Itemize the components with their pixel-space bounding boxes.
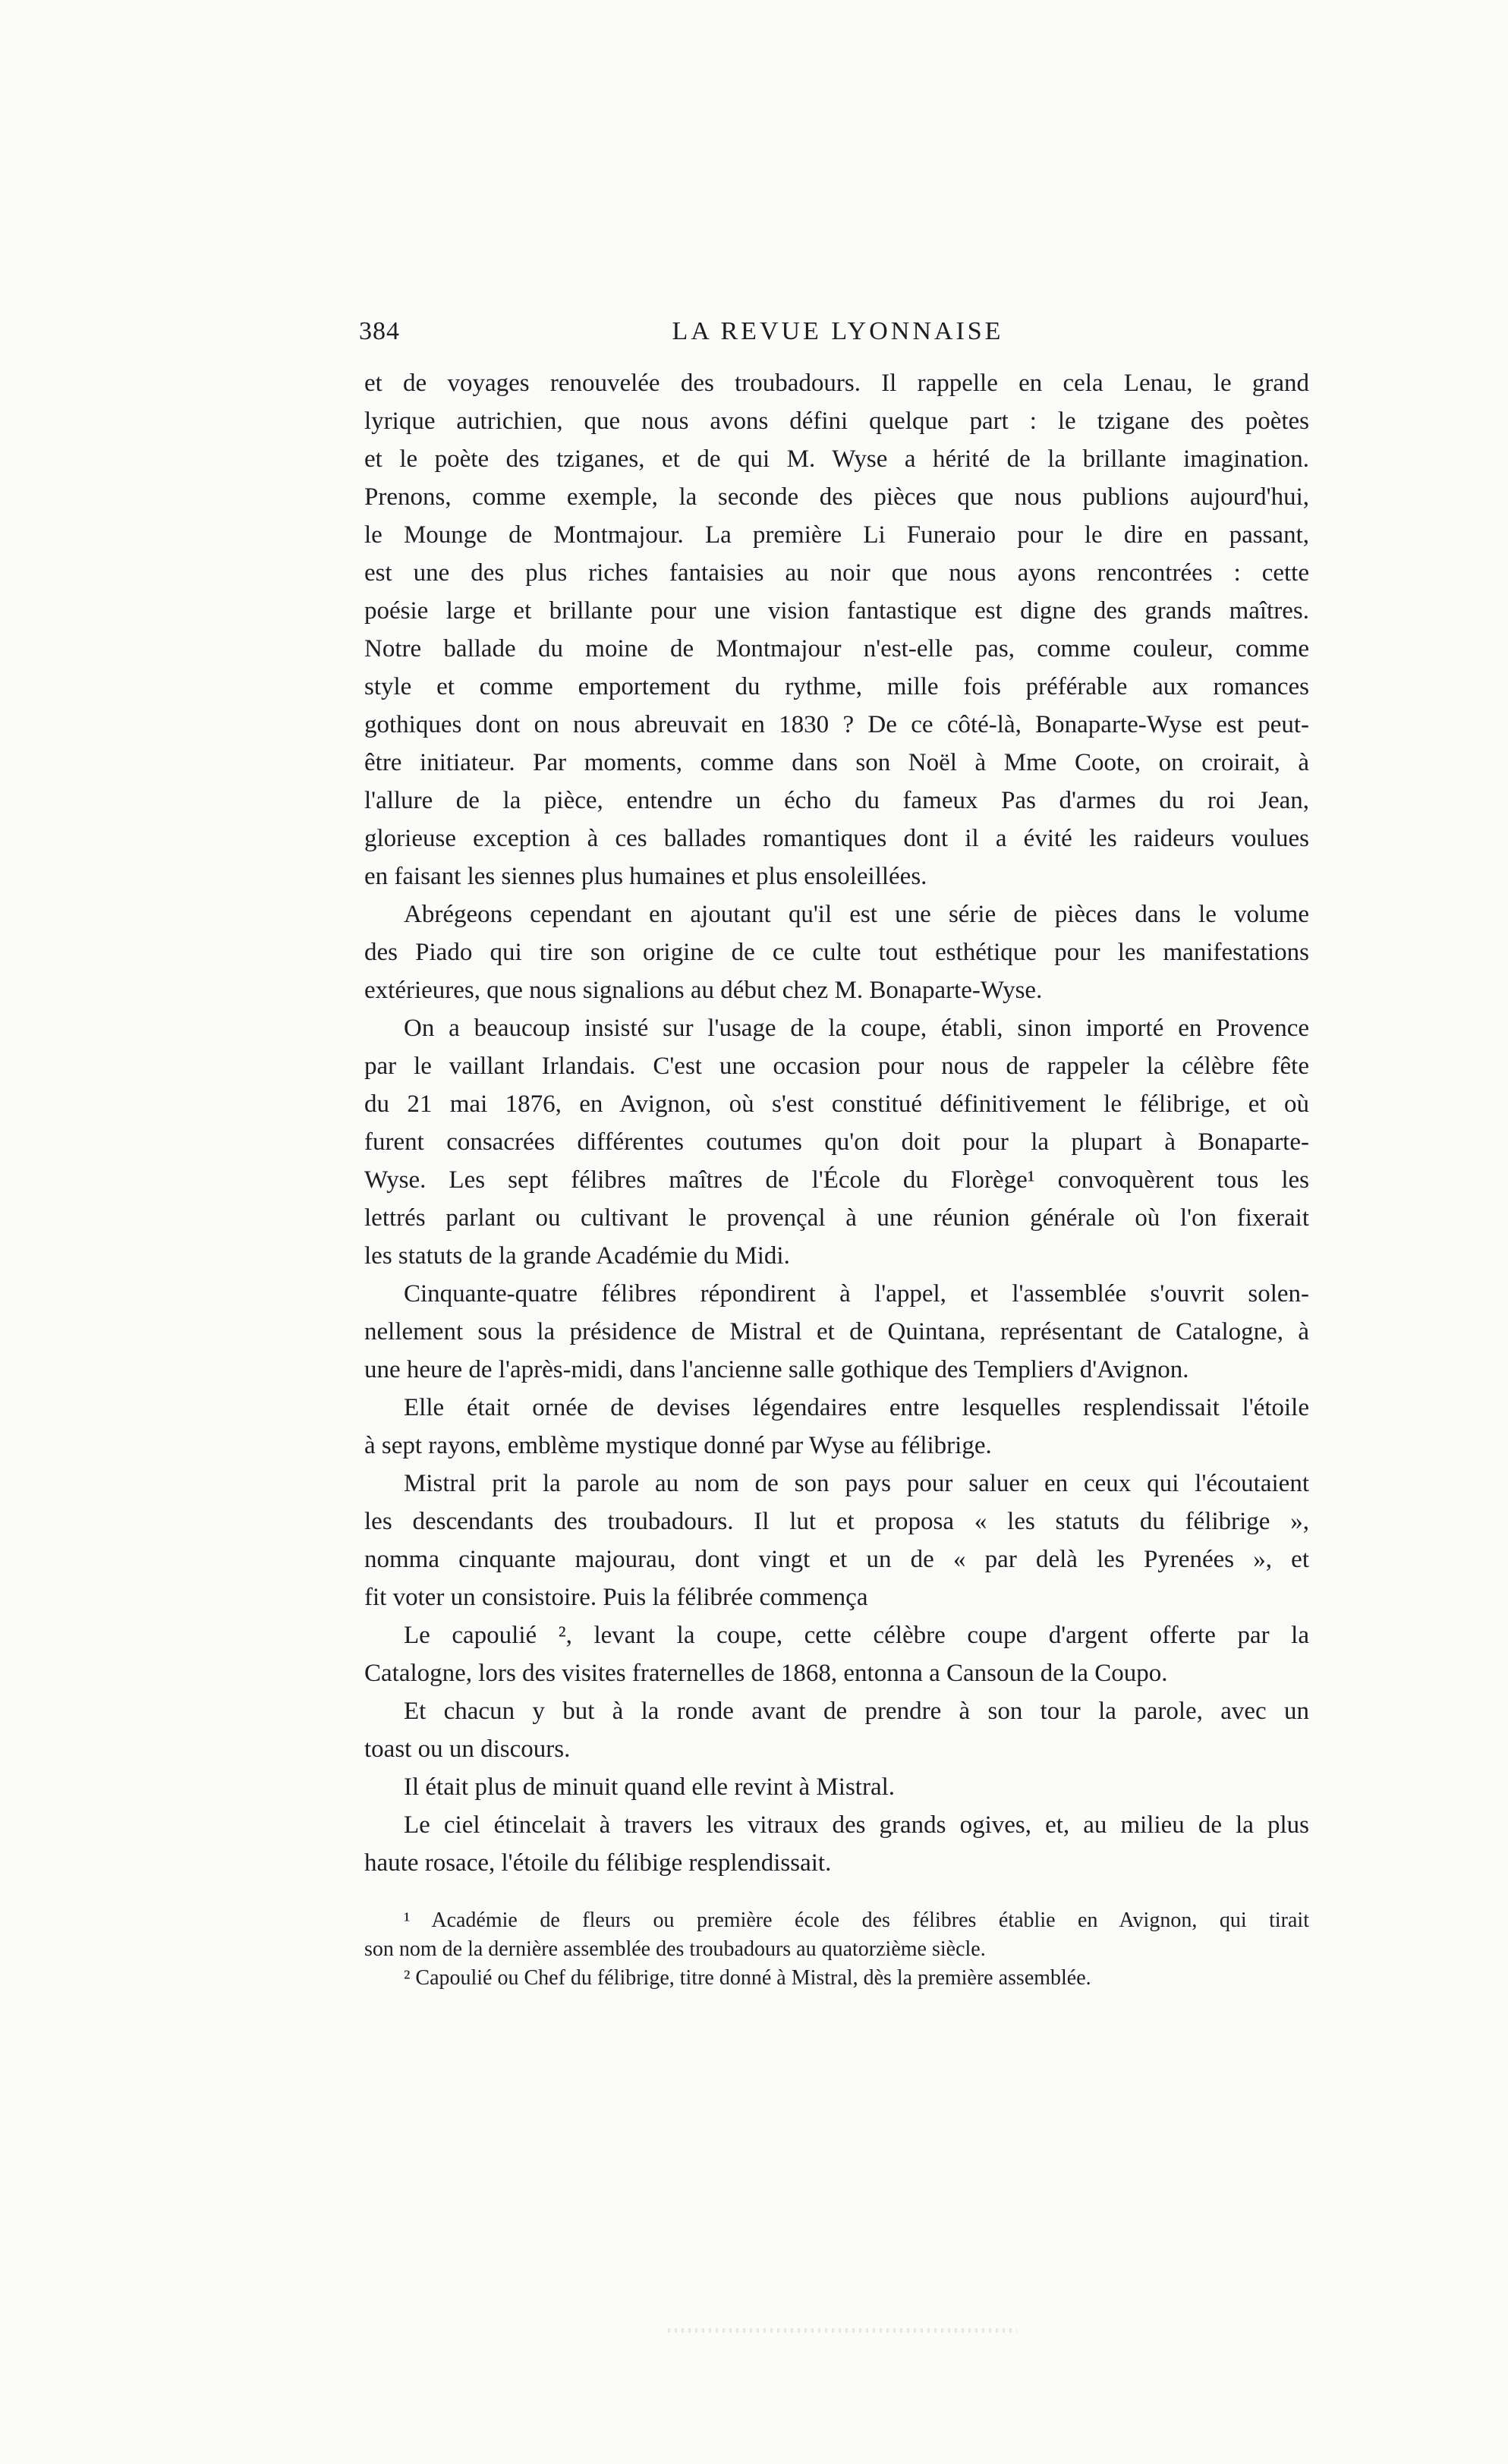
text-line: Elle était ornée de devises légendaires entre lesquelles resplendissait l'étoile [404, 1394, 1309, 1421]
page-header [359, 317, 1317, 355]
text-line: Le capoulié ², levant la coupe, cette célèbre coupe d'argent offerte par la [404, 1622, 1309, 1649]
text-line: et le poète des tziganes, et de qui M. Wyse a hérité de la brillante imagination. [364, 445, 1309, 473]
text-line: Le ciel étincelait à travers les vitraux des grands ogives, et, au milieu de la plus [404, 1811, 1309, 1839]
text-line: toast ou un discours. [364, 1735, 571, 1763]
text-line: et de voyages renouvelée des troubadours. Il rappelle en cela Lenau, le grand [364, 370, 1309, 397]
text-line: est une des plus riches fantaisies au noir que nous ayons rencontrées : cette [364, 559, 1309, 587]
text-line: Et chacun y but à la ronde avant de prendre à son tour la parole, avec un [404, 1698, 1309, 1725]
text-line: glorieuse exception à ces ballades romantiques dont il a évité les raideurs voulues [364, 825, 1309, 852]
text-line: par le vaillant Irlandais. C'est une occasion pour nous de rappeler la célèbre fête [364, 1053, 1309, 1080]
text-line: les statuts de la grande Académie du Midi. [364, 1242, 790, 1270]
footnote-line: son nom de la dernière assemblée des troubadours au quatorzième siècle. [364, 1937, 986, 1961]
text-line: poésie large et brillante pour une vision fantastique est digne des grands maîtres. [364, 597, 1309, 625]
text-line: les descendants des troubadours. Il lut et proposa « les statuts du félibrige », [364, 1508, 1309, 1535]
text-line: Mistral prit la parole au nom de son pays pour saluer en ceux qui l'écoutaient [404, 1470, 1309, 1497]
text-line: nomma cinquante majourau, dont vingt et un de « par delà les Pyrenées », et [364, 1546, 1309, 1573]
text-line: furent consacrées différentes coutumes qu'on doit pour la plupart à Bonaparte- [364, 1128, 1309, 1156]
text-line: du 21 mai 1876, en Avignon, où s'est constitué définitivement le félibrige, et où [364, 1090, 1309, 1118]
text-line: des Piado qui tire son origine de ce culte tout esthétique pour les manifestations [364, 939, 1309, 966]
text-line: en faisant les siennes plus humaines et plus ensoleillées. [364, 863, 927, 890]
text-line: lettrés parlant ou cultivant le provençal à une réunion générale où l'on fixerait [364, 1204, 1309, 1232]
footnote-line: ¹ Académie de fleurs ou première école des félibres établie en Avignon, qui tirait [404, 1909, 1309, 1932]
text-line: le Mounge de Montmajour. La première Li Funeraio pour le dire en passant, [364, 521, 1309, 549]
body-text [364, 364, 1309, 1882]
print-smudge [668, 2328, 1017, 2333]
text-line: On a beaucoup insisté sur l'usage de la coupe, établi, sinon importé en Provence [404, 1015, 1309, 1042]
text-line: à sept rayons, emblème mystique donné par Wyse au félibrige. [364, 1432, 992, 1459]
text-line: Wyse. Les sept félibres maîtres de l'École du Florège¹ convoquèrent tous les [364, 1166, 1309, 1194]
text-line: style et comme emportement du rythme, mille fois préférable aux romances [364, 673, 1309, 700]
text-line: extérieures, que nous signalions au début chez M. Bonaparte-Wyse. [364, 977, 1043, 1004]
page-number: 384 [359, 317, 400, 345]
text-line: Prenons, comme exemple, la seconde des pièces que nous publions aujourd'hui, [364, 483, 1309, 511]
text-line: Il était plus de minuit quand elle revint à Mistral. [404, 1773, 896, 1801]
text-line: fit voter un consistoire. Puis la félibrée commença [364, 1584, 868, 1611]
text-line: être initiateur. Par moments, comme dans son Noël à Mme Coote, on croirait, à [364, 749, 1309, 776]
text-line: l'allure de la pièce, entendre un écho du fameux Pas d'armes du roi Jean, [364, 787, 1309, 814]
running-head: LA REVUE LYONNAISE [672, 317, 1004, 345]
text-line: nellement sous la présidence de Mistral et de Quintana, représentant de Catalogne, à [364, 1318, 1309, 1345]
text-line: Catalogne, lors des visites fraternelles de 1868, entonna a Cansoun de la Coupo. [364, 1660, 1168, 1687]
text-line: Cinquante-quatre félibres répondirent à l'appel, et l'assemblée s'ouvrit solen- [404, 1280, 1309, 1308]
footnotes [364, 1906, 1309, 1993]
text-line: haute rosace, l'étoile du félibige resplendissait. [364, 1849, 832, 1877]
text-line: Notre ballade du moine de Montmajour n'est-elle pas, comme couleur, comme [364, 635, 1309, 662]
text-line: lyrique autrichien, que nous avons défini quelque part : le tzigane des poètes [364, 408, 1309, 435]
text-line: une heure de l'après-midi, dans l'ancienne salle gothique des Templiers d'Avignon. [364, 1356, 1189, 1383]
text-line: Abrégeons cependant en ajoutant qu'il est une série de pièces dans le volume [404, 901, 1309, 928]
text-line: gothiques dont on nous abreuvait en 1830 ? De ce côté-là, Bonaparte-Wyse est peut- [364, 711, 1309, 738]
footnote-line: ² Capoulié ou Chef du félibrige, titre donné à Mistral, dès la première assemblée. [404, 1966, 1091, 1990]
